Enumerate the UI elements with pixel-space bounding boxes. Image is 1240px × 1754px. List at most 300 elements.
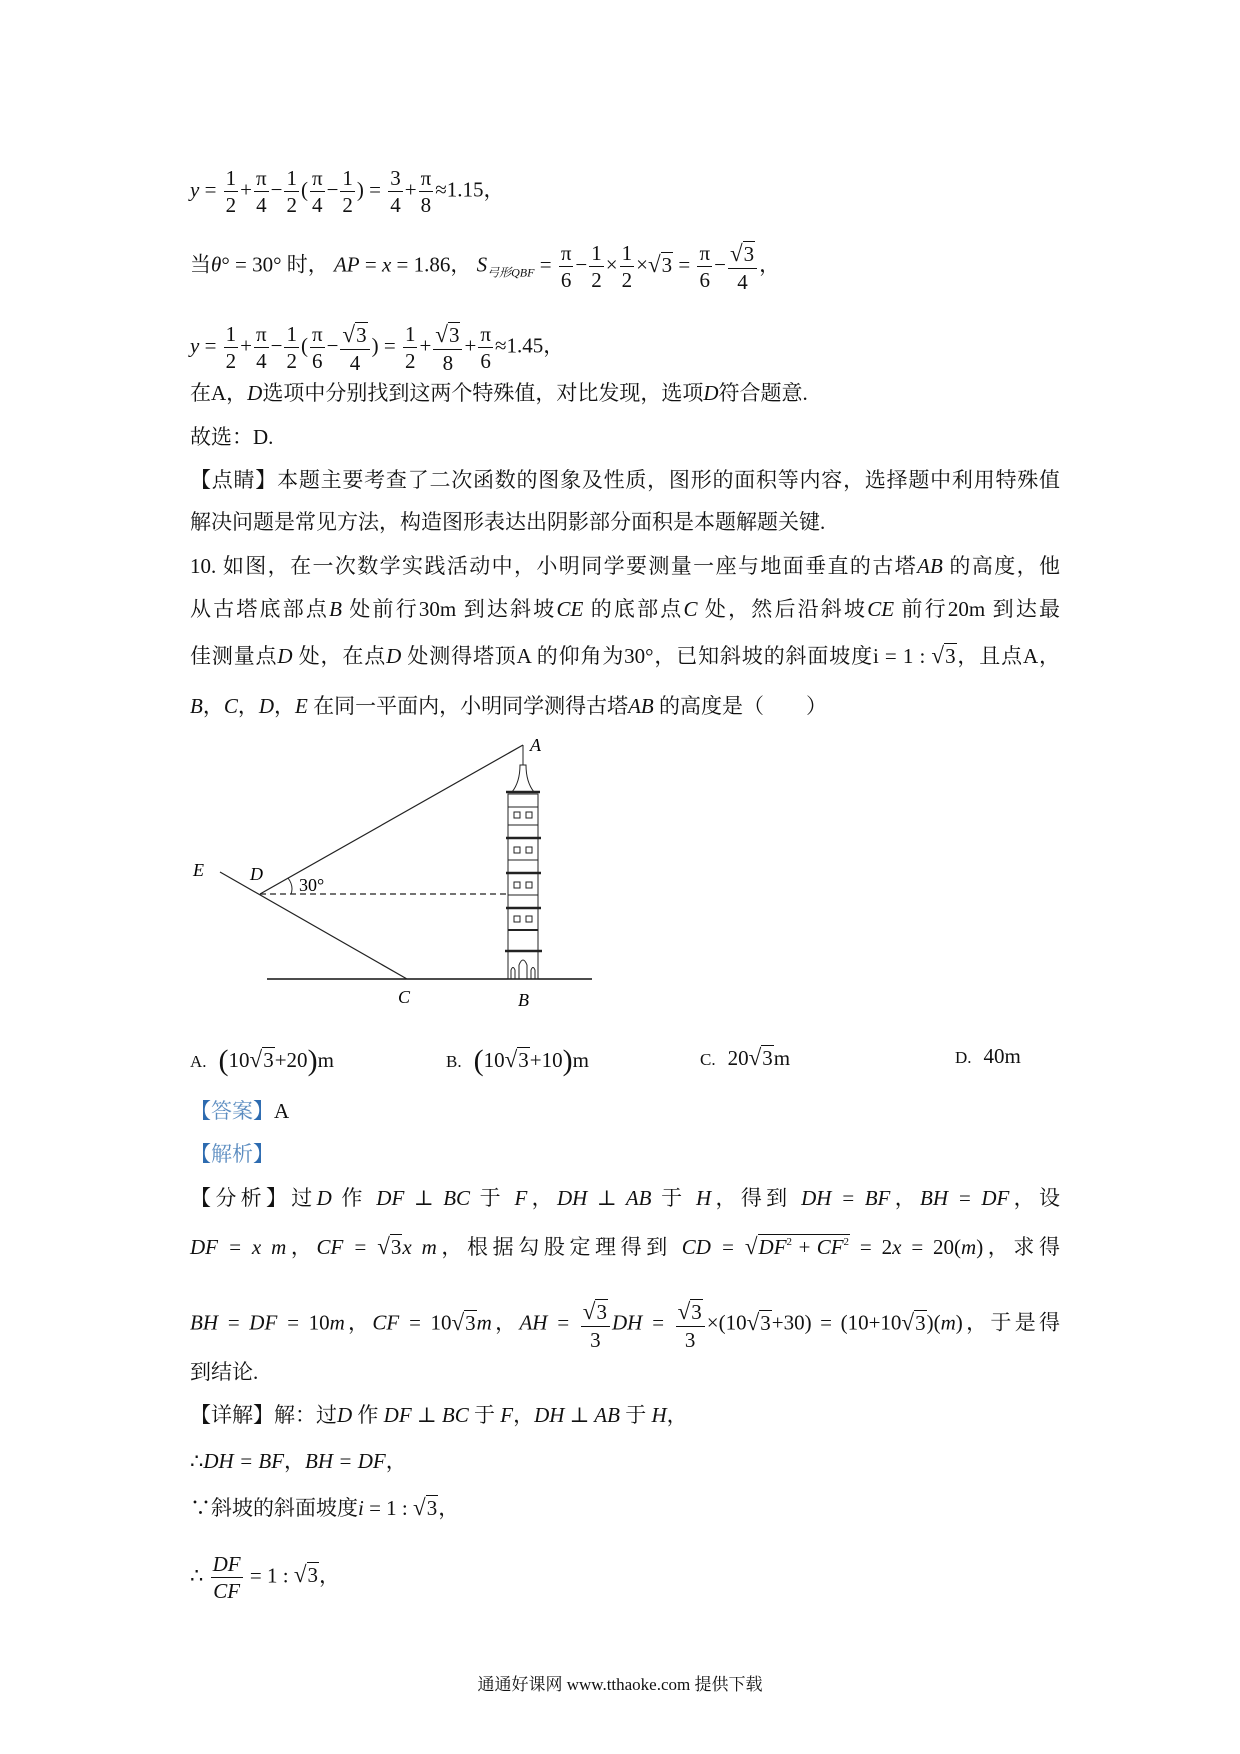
math-variable: CD = xyxy=(681,1235,745,1259)
option-label: C. xyxy=(700,1050,716,1069)
radical-sign-icon: √ xyxy=(377,1233,390,1259)
text-run: ， xyxy=(385,1449,407,1473)
denominator xyxy=(735,269,750,294)
math-variable: DH ⊥ AB xyxy=(557,1186,652,1210)
text-run: 3 xyxy=(915,1310,926,1335)
section-tag: 答案 xyxy=(211,1099,253,1123)
section-tag: 】 xyxy=(253,1142,274,1166)
text-run: 2 xyxy=(286,349,297,374)
text-run: 2 xyxy=(591,268,602,293)
math-variable: F xyxy=(500,1403,514,1427)
text-run: π xyxy=(560,241,572,266)
numerator xyxy=(211,1552,243,1578)
denominator xyxy=(588,1327,603,1352)
fraction xyxy=(433,321,462,375)
fraction xyxy=(403,322,418,373)
text-run: ，设 xyxy=(1009,1186,1060,1210)
text-run: π xyxy=(256,322,267,347)
label-b: B xyxy=(518,990,529,1010)
text-run: 在同一平面内，小明同学测得古塔 xyxy=(307,694,629,718)
text-run: 作 xyxy=(331,1186,377,1210)
option-c xyxy=(700,1044,790,1071)
text-run: + xyxy=(404,177,417,202)
math-variable: D xyxy=(316,1186,332,1210)
text-run: 2 xyxy=(286,193,297,218)
square-root xyxy=(746,1308,772,1335)
text-line xyxy=(190,556,1060,577)
text-run: ) = xyxy=(356,177,387,202)
text-run: 2 xyxy=(621,268,633,293)
text-run: − xyxy=(575,252,588,277)
math-variable: DF xyxy=(758,1235,787,1259)
denominator xyxy=(388,192,403,217)
numerator xyxy=(676,1298,705,1327)
radical-sign-icon: √ xyxy=(729,240,743,266)
denominator xyxy=(224,348,239,373)
numerator xyxy=(284,166,299,192)
option-d xyxy=(955,1044,1021,1069)
text-run: 2 xyxy=(342,193,353,218)
option-value: +20 xyxy=(274,1048,308,1072)
text-run: π xyxy=(311,166,323,190)
text-run: 处，在点 xyxy=(292,644,387,668)
text-line xyxy=(190,696,1060,717)
text-run: ≈1.15， xyxy=(435,177,505,202)
text-run: ，得到 xyxy=(711,1186,802,1210)
math-variable: H xyxy=(696,1186,712,1210)
square-root xyxy=(749,1044,774,1071)
text-run: 到结论. xyxy=(190,1360,259,1384)
radical-sign-icon: √ xyxy=(249,1046,263,1072)
text-run: = xyxy=(199,177,222,202)
numerator xyxy=(419,166,434,192)
radical-sign-icon: √ xyxy=(744,1233,758,1259)
text-line xyxy=(190,1405,1060,1426)
math-variable: i xyxy=(358,1496,364,1520)
text-run: 3 xyxy=(691,1300,702,1324)
option-value: 10 xyxy=(228,1048,250,1072)
text-run: 处，然后沿斜坡 xyxy=(697,597,868,621)
option-value: 20 xyxy=(727,1046,749,1070)
math-variable: H xyxy=(651,1403,667,1427)
text-line xyxy=(190,470,1060,491)
denominator xyxy=(310,192,325,217)
text-run: 10 xyxy=(308,1310,330,1335)
math-variable: B xyxy=(329,597,342,621)
denominator xyxy=(441,350,456,375)
text-run: − xyxy=(270,177,283,202)
radical-sign-icon: √ xyxy=(677,1298,691,1324)
radicand xyxy=(944,643,957,668)
math-variable: B xyxy=(190,694,203,718)
text-run: ，根据勾股定理得到 xyxy=(436,1235,682,1259)
text-run: 4 xyxy=(256,349,267,374)
fraction xyxy=(589,241,604,292)
denominator xyxy=(310,348,325,373)
text-run: ∵斜坡的斜面坡度 xyxy=(190,1496,358,1520)
square-root xyxy=(451,1308,476,1335)
fraction xyxy=(310,322,325,373)
text-run: ， xyxy=(527,1186,557,1210)
text-line xyxy=(190,1101,1060,1122)
text-run: = 1 : xyxy=(363,1496,414,1520)
text-run: 3 xyxy=(760,1310,771,1335)
math-variable: y xyxy=(190,333,200,358)
numerator xyxy=(403,322,418,348)
text-line xyxy=(190,321,1060,375)
radical-sign-icon: √ xyxy=(413,1494,426,1520)
text-run: 3 xyxy=(307,1563,318,1588)
option-unit: m xyxy=(572,1048,589,1072)
text-run: π xyxy=(256,166,267,190)
math-variable: DH = xyxy=(611,1310,674,1335)
label-d: D xyxy=(250,864,263,884)
label-c: C xyxy=(398,987,411,1007)
text-line xyxy=(190,1362,1060,1383)
text-run: ， xyxy=(491,1310,520,1335)
math-variable: CE xyxy=(556,597,584,621)
text-run: = xyxy=(534,252,557,277)
text-run: + xyxy=(240,333,253,358)
pagoda-icon xyxy=(505,745,542,979)
text-run: ×(10 xyxy=(706,1310,747,1335)
text-run: 作 xyxy=(352,1403,384,1427)
text-run: + xyxy=(240,177,253,202)
square-root xyxy=(583,1298,608,1325)
radical-sign-icon: √ xyxy=(746,1308,760,1335)
text-run: + xyxy=(464,333,477,358)
text-run: 【分析】过 xyxy=(190,1186,317,1210)
text-run: 3 xyxy=(684,1327,696,1352)
text-run: = 2 xyxy=(850,1235,893,1259)
fraction xyxy=(310,166,325,217)
square-root xyxy=(413,1496,438,1519)
text-run: π xyxy=(311,322,323,347)
superscript: 2 xyxy=(843,1236,850,1248)
text-run: − xyxy=(326,333,339,358)
text-run: 8 xyxy=(442,350,454,375)
square-root xyxy=(931,644,956,667)
square-root xyxy=(678,1298,703,1325)
text-line xyxy=(190,383,1060,404)
denominator xyxy=(254,192,269,217)
text-run: 3 xyxy=(743,242,755,266)
text-run: 6 xyxy=(699,268,711,293)
text-run: 1 xyxy=(225,166,237,190)
text-run: 前行20m 到达最 xyxy=(894,597,1061,621)
math-variable: D xyxy=(703,381,719,405)
square-root xyxy=(730,240,755,267)
math-variable: CF xyxy=(213,1579,241,1604)
square-root xyxy=(435,321,460,348)
text-run: )，求得 xyxy=(976,1235,1061,1259)
numerator xyxy=(589,241,604,267)
option-label: B. xyxy=(446,1052,462,1071)
square-root xyxy=(250,1046,275,1073)
option-a xyxy=(190,1044,334,1078)
text-run: ( xyxy=(300,333,308,358)
denominator xyxy=(419,192,434,217)
text-run: 的高度，他 xyxy=(942,554,1061,578)
denominator xyxy=(478,348,493,373)
text-line xyxy=(190,1144,1060,1165)
math-variable: AP xyxy=(333,252,360,277)
text-run: 3 xyxy=(590,1327,601,1352)
math-variable: m xyxy=(940,1310,956,1335)
text-run: 3 xyxy=(448,323,460,347)
numerator xyxy=(254,166,269,192)
fraction xyxy=(620,241,635,292)
numerator xyxy=(310,322,325,348)
text-run: − xyxy=(326,177,339,202)
section-tag: 解析 xyxy=(211,1142,253,1166)
math-variable: BH = DF xyxy=(920,1186,1010,1210)
text-run: ， xyxy=(759,252,781,277)
radical-sign-icon: √ xyxy=(748,1044,762,1070)
text-run: 3 xyxy=(596,1300,607,1324)
text-run: 故选：D. xyxy=(190,425,274,449)
option-unit: m xyxy=(317,1048,334,1072)
radicand xyxy=(426,1495,439,1520)
square-root xyxy=(647,250,673,277)
text-run: 于 xyxy=(470,1186,515,1210)
text-run: 当 xyxy=(190,252,211,277)
math-variable: E xyxy=(295,694,308,718)
math-variable: θ xyxy=(211,252,222,277)
radicand xyxy=(464,1310,477,1335)
math-variable: D xyxy=(247,381,263,405)
text-line xyxy=(190,1235,1060,1258)
text-run: + xyxy=(419,333,432,358)
math-variable: CE xyxy=(867,597,895,621)
text-line xyxy=(190,1298,1060,1352)
option-unit: m xyxy=(773,1046,791,1070)
paren-close: ) xyxy=(562,1044,573,1077)
label-a: A xyxy=(530,735,541,755)
fraction xyxy=(419,166,434,217)
fraction xyxy=(340,166,355,217)
radicand: 3 xyxy=(263,1048,274,1072)
text-run: ，且点A， xyxy=(956,644,1061,668)
fraction xyxy=(254,322,269,373)
text-line xyxy=(190,427,1060,448)
square-root xyxy=(901,1308,926,1335)
radicand xyxy=(390,1234,403,1259)
subscript: 弓形QBF xyxy=(487,265,535,280)
radical-sign-icon: √ xyxy=(647,250,661,277)
text-run: 4 xyxy=(737,269,748,294)
text-run: 2 xyxy=(404,349,416,374)
text-run: π xyxy=(699,241,711,266)
radical-sign-icon: √ xyxy=(582,1298,596,1324)
text-line xyxy=(190,644,1060,667)
text-run: ， xyxy=(202,694,224,718)
text-run: ， xyxy=(286,1235,317,1259)
text-run: 4 xyxy=(390,193,401,218)
fraction xyxy=(254,166,269,217)
text-run: 2 xyxy=(225,193,237,218)
numerator xyxy=(254,322,269,348)
text-run: ， xyxy=(237,694,259,718)
radicand xyxy=(448,322,461,347)
math-variable: DF = x m xyxy=(190,1235,287,1259)
numerator xyxy=(559,241,574,267)
math-variable: m xyxy=(961,1235,977,1259)
text-run: = xyxy=(199,333,222,358)
math-variable: DH ⊥ AB xyxy=(534,1403,620,1427)
text-run: ， xyxy=(438,1496,460,1520)
text-run: 1 xyxy=(404,322,416,347)
math-variable: DH = BF xyxy=(203,1449,285,1473)
text-run: 处前行30m 到达斜坡 xyxy=(341,597,557,621)
math-variable: D xyxy=(277,644,293,668)
text-run: 6 xyxy=(480,349,491,374)
math-variable: AH = xyxy=(519,1310,579,1335)
fraction xyxy=(478,322,493,373)
denominator xyxy=(284,192,299,217)
text-run: ， xyxy=(319,1563,340,1588)
math-variable: D xyxy=(337,1403,353,1427)
fraction xyxy=(211,1552,243,1603)
denominator xyxy=(683,1327,698,1352)
text-run: ， xyxy=(344,1310,373,1335)
denominator xyxy=(348,350,363,375)
text-run: 3 xyxy=(945,644,956,668)
text-run: 3 xyxy=(426,1496,438,1520)
text-line xyxy=(190,512,1060,533)
text-run: 4 xyxy=(256,193,267,218)
angle-arc xyxy=(288,878,292,894)
fraction xyxy=(728,240,757,294)
text-run: = 1.86， xyxy=(391,252,477,277)
radicand xyxy=(307,1562,320,1587)
radicand: 3 xyxy=(518,1048,529,1072)
square-root xyxy=(505,1046,530,1073)
text-run: 8 xyxy=(420,193,432,218)
text-line xyxy=(190,1552,1060,1603)
text-run: 【点睛】本题主要考查了二次函数的图象及性质，图形的面积等内容，选择题中利用特殊值 xyxy=(190,468,1060,492)
text-run: ( xyxy=(300,177,308,202)
text-run: 3 xyxy=(390,1235,402,1259)
denominator xyxy=(224,192,239,217)
math-variable: DF ⊥ BC xyxy=(376,1186,471,1210)
text-run: 处测得塔顶A 的仰角为30°，已知斜坡的斜面坡度i = 1 : xyxy=(401,644,932,668)
denominator xyxy=(340,192,355,217)
numerator xyxy=(581,1298,610,1327)
text-run: 【详解】解：过 xyxy=(190,1403,337,1427)
fraction xyxy=(559,241,574,292)
math-variable: D xyxy=(386,644,402,668)
denominator xyxy=(698,267,713,292)
text-run: = xyxy=(673,252,696,277)
text-line xyxy=(190,240,1060,294)
sight-line xyxy=(260,745,523,894)
radical-sign-icon: √ xyxy=(504,1046,518,1072)
numerator xyxy=(697,241,712,267)
math-variable: m xyxy=(329,1310,345,1335)
text-run: 于 xyxy=(651,1186,696,1210)
text-run: 1 xyxy=(286,166,297,190)
math-variable: x xyxy=(381,252,392,277)
text-run: = xyxy=(359,252,382,277)
denominator xyxy=(403,348,418,373)
denominator xyxy=(559,267,574,292)
text-run: = 1 : xyxy=(244,1563,294,1588)
angle-label: 30° xyxy=(299,875,325,895)
text-run: 1 xyxy=(591,241,602,266)
text-run: ， xyxy=(890,1186,921,1210)
square-root xyxy=(294,1563,319,1586)
superscript: 2 xyxy=(786,1236,793,1248)
text-run: × xyxy=(605,252,618,277)
math-variable: F xyxy=(514,1186,528,1210)
text-run: 的高度是（ ） xyxy=(653,694,827,718)
text-run: π xyxy=(480,322,491,347)
text-run: )( xyxy=(926,1310,941,1335)
text-run: 在A， xyxy=(190,381,248,405)
text-run: 从古塔底部点 xyxy=(190,597,330,621)
text-run: 10 xyxy=(430,1310,452,1335)
square-root xyxy=(745,1235,850,1258)
math-variable: DF ⊥ BC xyxy=(383,1403,469,1427)
text-run: 的底部点 xyxy=(583,597,684,621)
text-run: − xyxy=(714,252,726,277)
numerator xyxy=(388,166,403,192)
label-e: E xyxy=(193,860,204,880)
math-variable: BH = DF xyxy=(305,1449,386,1473)
text-run: ， xyxy=(284,1449,306,1473)
text-line xyxy=(190,1451,1060,1472)
math-variable: m xyxy=(476,1310,492,1335)
text-run: ∴ xyxy=(190,1449,204,1473)
math-variable: CF = xyxy=(316,1235,378,1259)
text-run: ∴ xyxy=(190,1563,209,1588)
fraction xyxy=(697,241,712,292)
text-line xyxy=(190,166,1060,217)
numerator xyxy=(620,241,635,267)
radicand xyxy=(355,322,368,347)
text-run: 佳测量点 xyxy=(190,644,278,668)
text-run: 于 xyxy=(468,1403,501,1427)
text-run: 10. 如图，在一次数学实践活动中，小明同学要测量一座与地面垂直的古塔 xyxy=(190,554,918,578)
text-run: ， xyxy=(274,694,296,718)
option-value: 10 xyxy=(483,1048,505,1072)
fraction xyxy=(284,166,299,217)
radical-sign-icon: √ xyxy=(931,642,945,668)
radical-sign-icon: √ xyxy=(901,1308,915,1335)
math-variable: x m xyxy=(402,1235,437,1259)
text-run: 3 xyxy=(390,166,401,190)
text-run: 符合题意. xyxy=(718,381,808,405)
math-variable: BH = DF = xyxy=(190,1310,309,1335)
paren-close: ) xyxy=(307,1044,318,1077)
text-line xyxy=(190,1496,1060,1519)
radicand xyxy=(758,1234,851,1259)
section-tag: 【 xyxy=(190,1142,211,1166)
numerator xyxy=(310,166,325,192)
denominator xyxy=(589,267,604,292)
option-value: 40m xyxy=(983,1044,1021,1068)
square-root xyxy=(377,1235,402,1258)
numerator xyxy=(478,322,493,348)
text-run: 3 xyxy=(465,1310,476,1335)
text-run: π xyxy=(420,166,432,190)
option-label: D. xyxy=(955,1048,972,1067)
radicand xyxy=(743,241,756,266)
math-variable: x xyxy=(892,1235,902,1259)
text-run: 于 xyxy=(619,1403,652,1427)
text-run: × xyxy=(636,252,648,277)
